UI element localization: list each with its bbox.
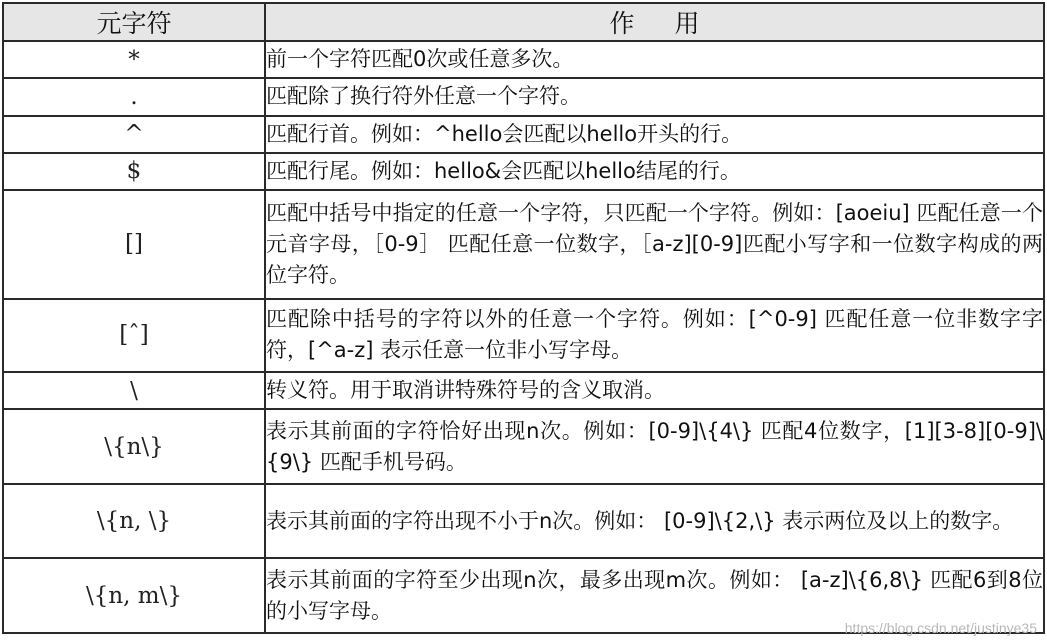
- metachar-cell: *: [3, 41, 265, 78]
- header-row: [3, 3, 1044, 41]
- table-row: [3, 484, 1044, 559]
- metachar-cell: .: [3, 78, 265, 115]
- description-cell: 表示其前面的字符出现不小于n次。例如： [0-9]\{2,\} 表示两位及以上的数字。: [265, 484, 1044, 559]
- description-cell: 匹配除了换行符外任意一个字符。: [265, 78, 1044, 115]
- description-cell: 匹配行尾。例如：hello&会匹配以hello结尾的行。: [265, 153, 1044, 190]
- table-row: [3, 409, 1044, 484]
- metachar-cell: \{n, \}: [3, 484, 265, 559]
- description-cell: 匹配除中括号的字符以外的任意一个字符。例如：[^0-9] 匹配任意一位非数字字符，[^a-z] 表示任意一位非小写字母。: [265, 299, 1044, 372]
- header-function: 作用: [265, 3, 1044, 41]
- metachar-table: [2, 2, 1045, 634]
- description-cell: 转义符。用于取消讲特殊符号的含义取消。: [265, 372, 1044, 409]
- metachar-cell: []: [3, 190, 265, 299]
- header-metachar: 元字符: [3, 3, 265, 41]
- table-row: [3, 116, 1044, 153]
- table-row: [3, 190, 1044, 299]
- table-row: [3, 78, 1044, 115]
- metachar-cell: \{n, m\}: [3, 558, 265, 633]
- description-cell: 前一个字符匹配0次或任意多次。: [265, 41, 1044, 78]
- metachar-cell: \{n\}: [3, 409, 265, 484]
- table-row: [3, 153, 1044, 190]
- metachar-cell: ^: [3, 116, 265, 153]
- description-cell: 表示其前面的字符至少出现n次，最多出现m次。例如： [a-z]\{6,8\} 匹配6到8位的小写字母。: [265, 558, 1044, 633]
- metachar-cell: $: [3, 153, 265, 190]
- description-cell: 匹配中括号中指定的任意一个字符，只匹配一个字符。例如：[aoeiu] 匹配任意一个元音字母，［0-9］ 匹配任意一位数字，［a-z][0-9]匹配小写字和一位数字构成的两位字符。: [265, 190, 1044, 299]
- metachar-cell: \: [3, 372, 265, 409]
- table-row: [3, 372, 1044, 409]
- table-row: [3, 299, 1044, 372]
- description-cell: 表示其前面的字符恰好出现n次。例如：[0-9]\{4\} 匹配4位数字，[1][3-8][0-9]\{9\} 匹配手机号码。: [265, 409, 1044, 484]
- table-row: [3, 41, 1044, 78]
- watermark-text: https://blog.csdn.net/justinye35: [844, 620, 1037, 636]
- metachar-cell: [ˆ]: [3, 299, 265, 372]
- description-cell: 匹配行首。例如：^hello会匹配以hello开头的行。: [265, 116, 1044, 153]
